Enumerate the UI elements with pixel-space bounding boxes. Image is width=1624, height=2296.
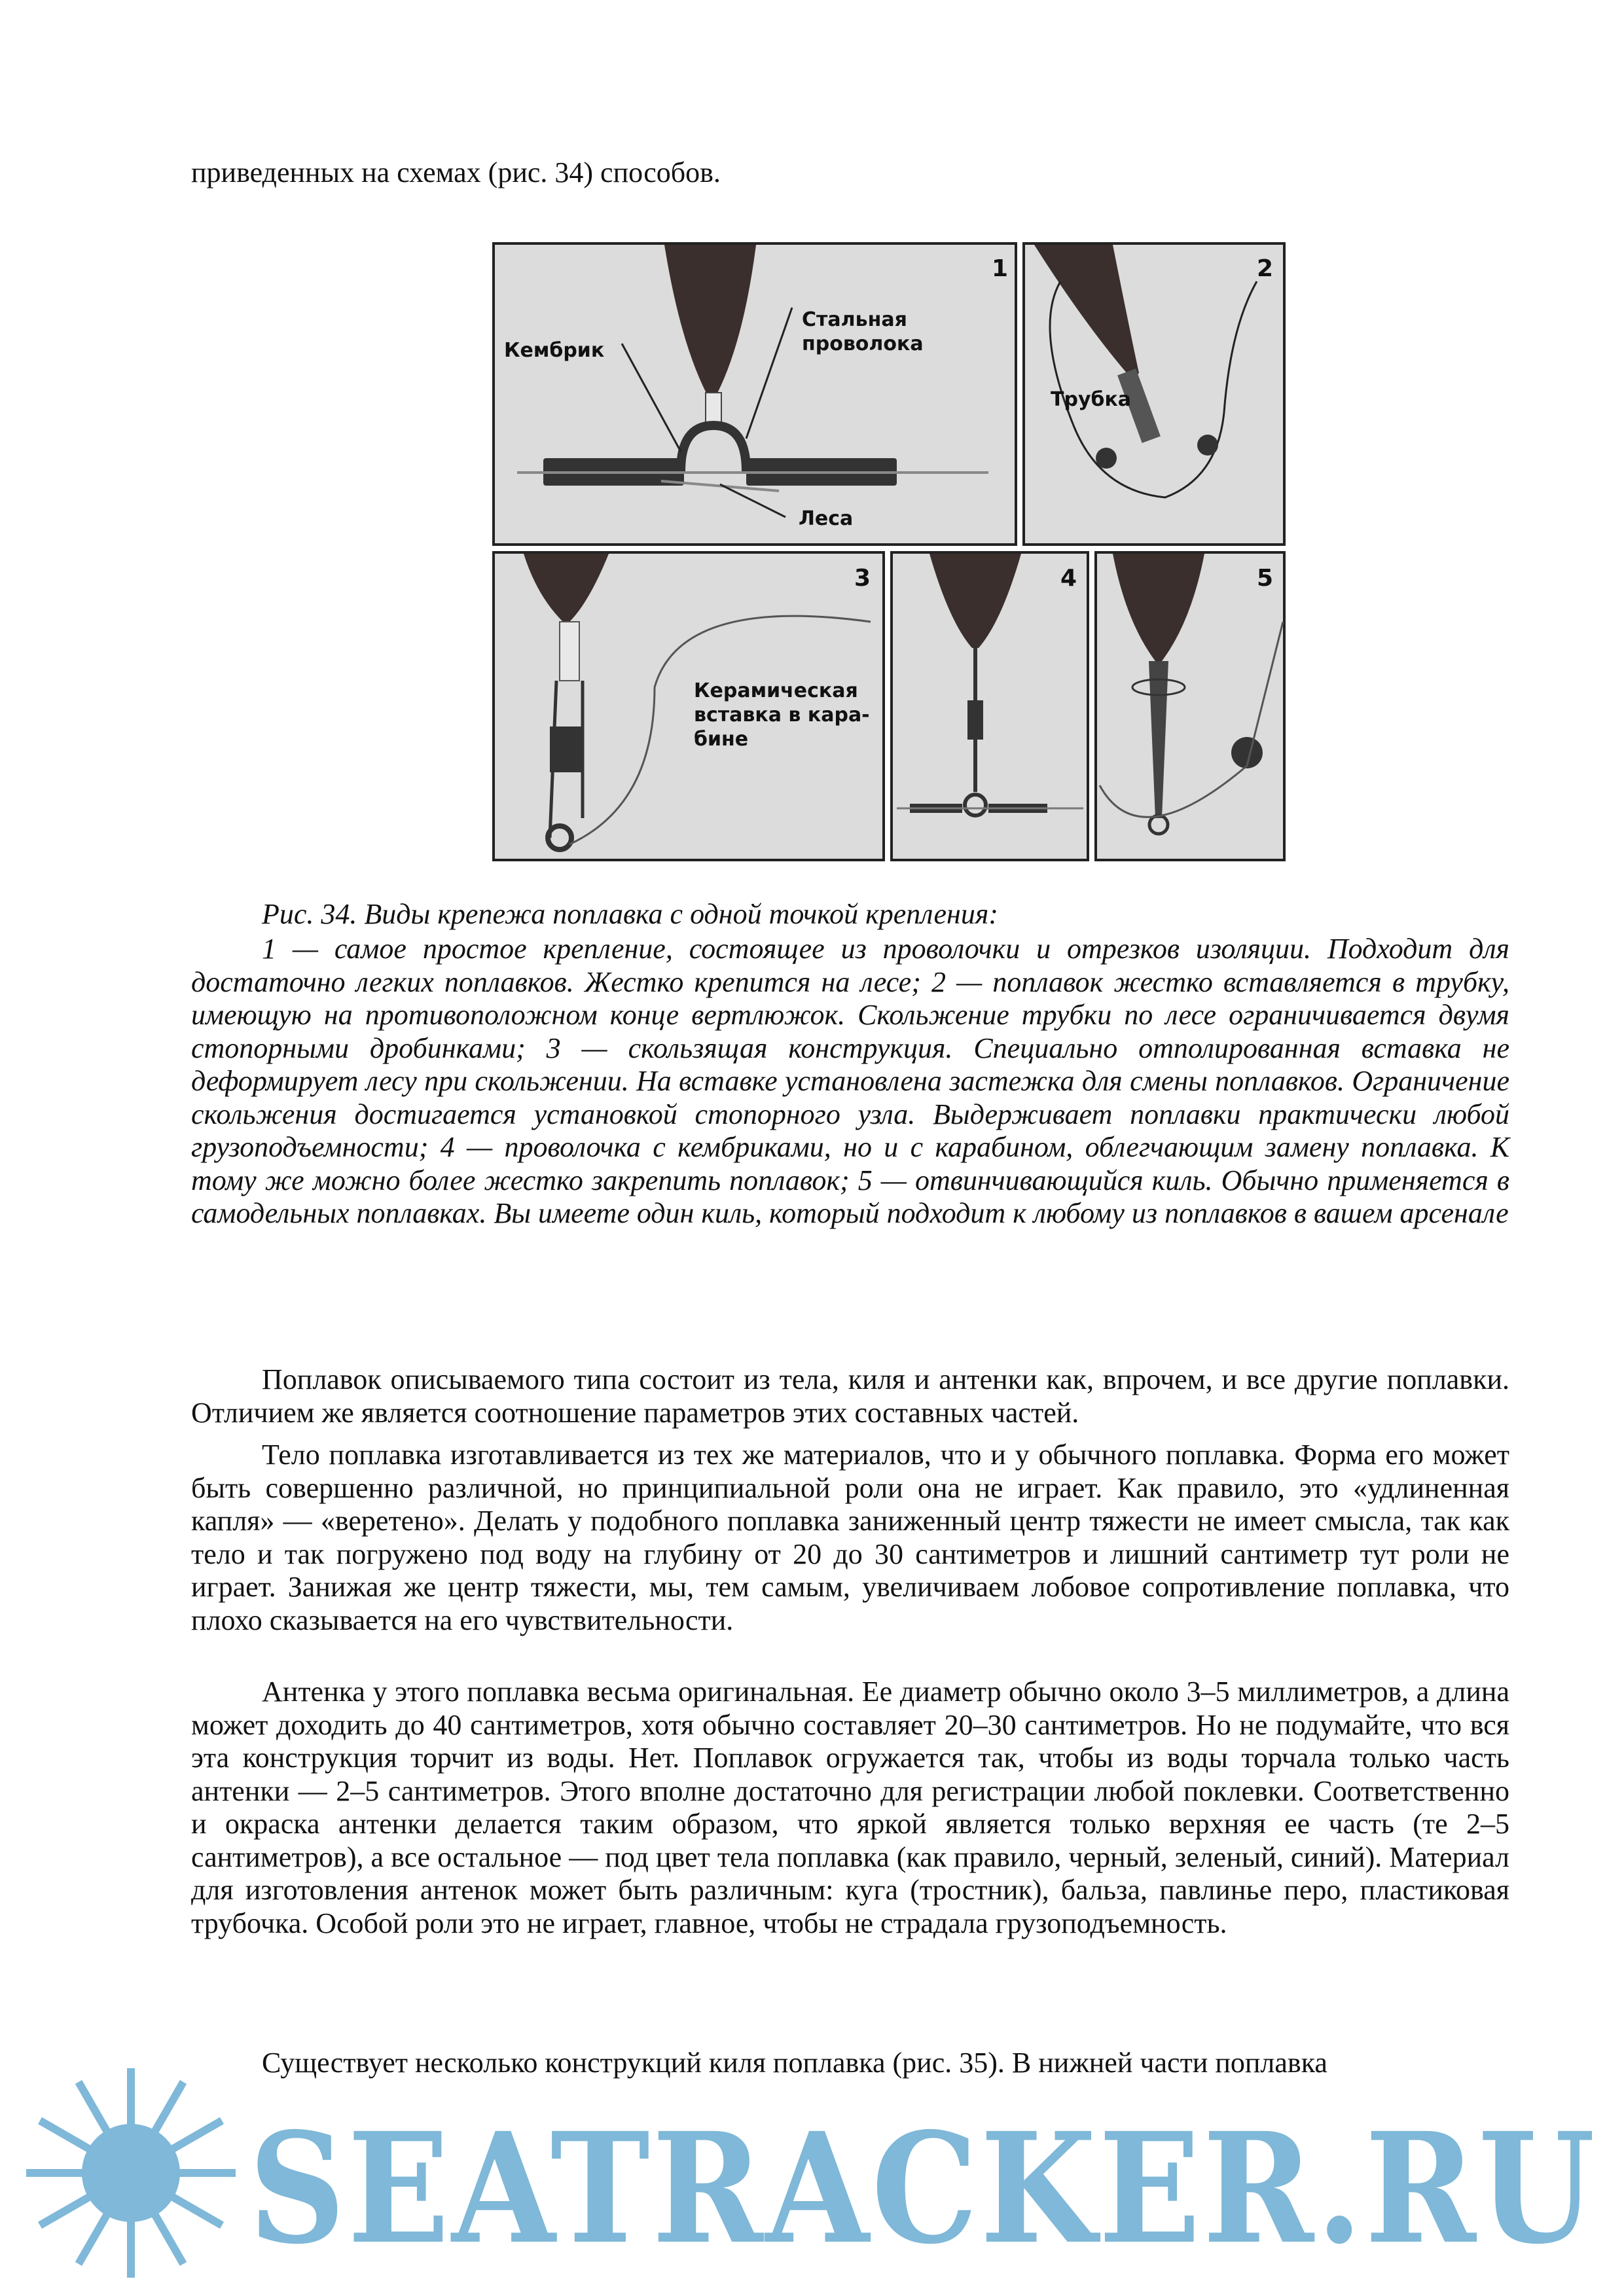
paragraph-2: Тело поплавка изготавливается из тех же материалов, что и у обычного поплавка. Форма его может быть совершенно различной, но принципиальной роли она не играет. Как правило, это «удлиненная капля» — «веретено». Делать у подобного поплавка заниженный центр тяжести не имеет смысла, так как тело и так погружено под воду на глубину от 20 до 30 сантиметров и лишний сантиметр тут роли не играет. Занижая же центр тяжести, мы, тем самым, увеличиваем лобовое сопротивление поплавка, что плохо сказывается на его чувствительности.: [191, 1439, 1509, 1636]
panel-4: [892, 552, 1088, 860]
panel-5: [1096, 552, 1284, 860]
label-steel-wire-2: проволока: [802, 332, 924, 355]
paragraph-4: Существует несколько конструкций киля поплавка (рис. 35). В нижней части поплавка: [262, 2047, 1327, 2079]
panel-3-number: 3: [854, 565, 871, 592]
paragraph-1: Поплавок описываемого типа состоит из тела, киля и антенки как, впрочем, и все другие поплавки. Отличием же является соотношение параметров этих составных частей.: [191, 1363, 1509, 1429]
label-steel-wire-1: Стальная: [802, 308, 907, 331]
panel-5-number: 5: [1257, 565, 1274, 592]
watermark-text: SEATRACKER.RU: [249, 2099, 1597, 2278]
panel-1: [494, 243, 1016, 545]
sun-logo-icon: [26, 2068, 242, 2284]
panel-3: [494, 552, 884, 860]
watermark: [26, 2062, 1623, 2284]
panel-4-number: 4: [1060, 565, 1077, 592]
intro-line: приведенных на схемах (рис. 34) способов.: [191, 156, 721, 188]
paragraph-3: Антенка у этого поплавка весьма оригинальная. Ее диаметр обычно около 3–5 миллиметров, а длина может доходить до 40 сантиметров, хотя обычно составляет 20–30 сантиметров. Но не подумайте, что вся эта конструкция торчит из воды. Нет. Поплавок огружается так, чтобы из воды торчала только часть антенки — 2–5 сантиметров. Этого вполне достаточно для регистрации любой поклевки. Соответственно и окраска антенки делается таким образом, что яркой является только верхняя ее часть (те 2–5 сантиметров), а все остальное — под цвет тела поплавка (как правило, черный, зеленый, синий). Материал для изготовления антенок может быть различным: куга (тростник), бальза, павлинье перо, пластиковая трубочка. Особой роли это не играет, главное, чтобы не страдала грузоподъемность.: [191, 1676, 1509, 1939]
figure-34: [484, 229, 1293, 872]
label-kembrik: Кембрик: [504, 339, 605, 362]
label-ceramic-3: бине: [694, 728, 749, 751]
label-ceramic-2: вставка в кара-: [694, 704, 870, 726]
caption-title: Рис. 34. Виды крепежа поплавка с одной точкой крепления:: [262, 898, 998, 930]
label-lesa: Леса: [799, 507, 854, 530]
panel-2-number: 2: [1257, 255, 1274, 282]
panel-2: [1024, 243, 1284, 545]
panel-1-number: 1: [992, 255, 1009, 282]
caption-body: 1 — самое простое крепление, состоящее из проволочки и отрезков изоляции. Подходит для достаточно легких поплавков. Жестко крепится на лесе; 2 — поплавок жестко вставляется в трубку, имеющую на противоположном конце вертлюжок. Скольжение трубки по лесе ограничивается двумя стопорными дробинками; 3 — скользящая конструкция. Специально отполированная вставка не деформирует лесу при скольжении. На вставке установлена застежка для смены поплавков. Ограничение скольжения достигается установкой стопорного узла. Выдерживает поплавки практически любой грузоподъемности; 4 — проволочка с кембриками, но и с карабином, облегчающим замену поплавка. К тому же можно более жестко закрепить поплавок; 5 — отвинчивающийся киль. Обычно применяется в самодельных поплавках. Вы имеете один киль, который подходит к любому из поплавков в вашем арсенале: [191, 933, 1509, 1229]
label-ceramic-1: Керамическая: [694, 679, 858, 702]
label-trubka: Трубка: [1051, 388, 1132, 411]
